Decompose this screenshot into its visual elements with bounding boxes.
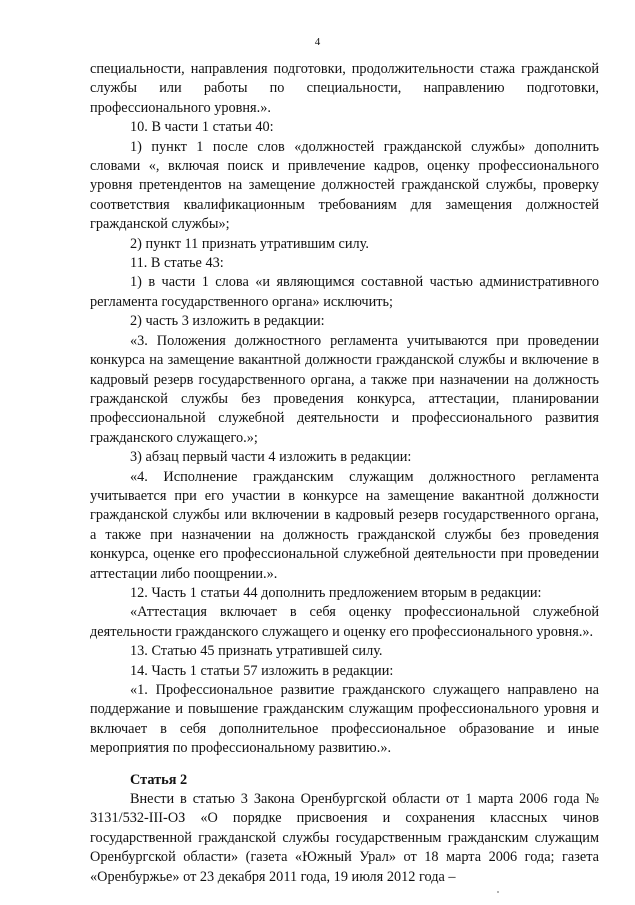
paragraph: 12. Часть 1 статьи 44 дополнить предложением вторым в редакции: (130, 584, 542, 601)
paragraph: 14. Часть 1 статьи 57 изложить в редакции: (130, 662, 394, 679)
scan-speck (497, 891, 499, 893)
paragraph: 3) абзац первый части 4 изложить в редакции: (130, 449, 412, 466)
paragraph: 1) пункт 1 после слов «должностей гражданской службы» дополнить словами «, включая поиск и привлечение кадров, оценку профессионального уровня претендентов на замещение должностей гражданской службы, проверку соответствия квалификационным требованиям для замещения должностей гражданской службы»; (90, 138, 599, 233)
paragraph: «4. Исполнение гражданским служащим должностного регламента учитывается при его участии в конкурсе на замещение вакантной должности гражданской службы или включении в кадровый резерв государственного органа, а также при назначении на должность гражданской службы без проведения конкурса, оценке его профессиональной служебной деятельности при проведении аттестации либо поощрении.». (90, 468, 599, 582)
paragraph: «1. Профессиональное развитие гражданского служащего направлено на поддержание и повышение гражданским служащим профессионального уровня и включает в себя дополнительное профессиональное образование и иные мероприятия по профессиональному развитию.». (90, 682, 599, 757)
article-heading: Статья 2 (130, 771, 188, 788)
paragraph: «3. Положения должностного регламента учитываются при проведении конкурса на замещение вакантной должности гражданской службы и включение в кадровый резерв государственного органа, а также при назначении на должность гражданской службы без проведения конкурса, аттестации, планировании профессиональной служебной деятельности и профессионального развития гражданского служащего.»; (90, 332, 599, 446)
paragraph: 1) в части 1 слова «и являющимся составной частью административного регламента государственного органа» исключить; (90, 274, 599, 310)
paragraph: «Аттестация включает в себя оценку профессиональной служебной деятельности гражданского служащего и оценку его профессионального уровня.». (90, 604, 599, 640)
page-number: 4 (314, 36, 321, 48)
paragraph: 13. Статью 45 признать утратившей силу. (130, 643, 383, 660)
document-body (90, 60, 599, 887)
paragraph: 2) пункт 11 признать утратившим силу. (130, 235, 369, 252)
paragraph: специальности, направления подготовки, продолжительности стажа гражданской службы или работы по специальности, направлению подготовки, профессионального уровня.». (90, 61, 599, 116)
paragraph: 11. В статье 43: (130, 255, 224, 272)
paragraph: Внести в статью 3 Закона Оренбургской области от 1 марта 2006 года № 3131/532-III-ОЗ «О порядке присвоения и сохранения классных чинов государственной гражданской службы государственным гражданским служащим Оренбургской области» (газета «Южный Урал» от 18 марта 2006 года; газета «Оренбуржье» от 23 декабря 2011 года, 19 июля 2012 года – (90, 791, 599, 885)
paragraph: 10. В части 1 статьи 40: (130, 119, 274, 136)
paragraph: 2) часть 3 изложить в редакции: (130, 313, 325, 330)
